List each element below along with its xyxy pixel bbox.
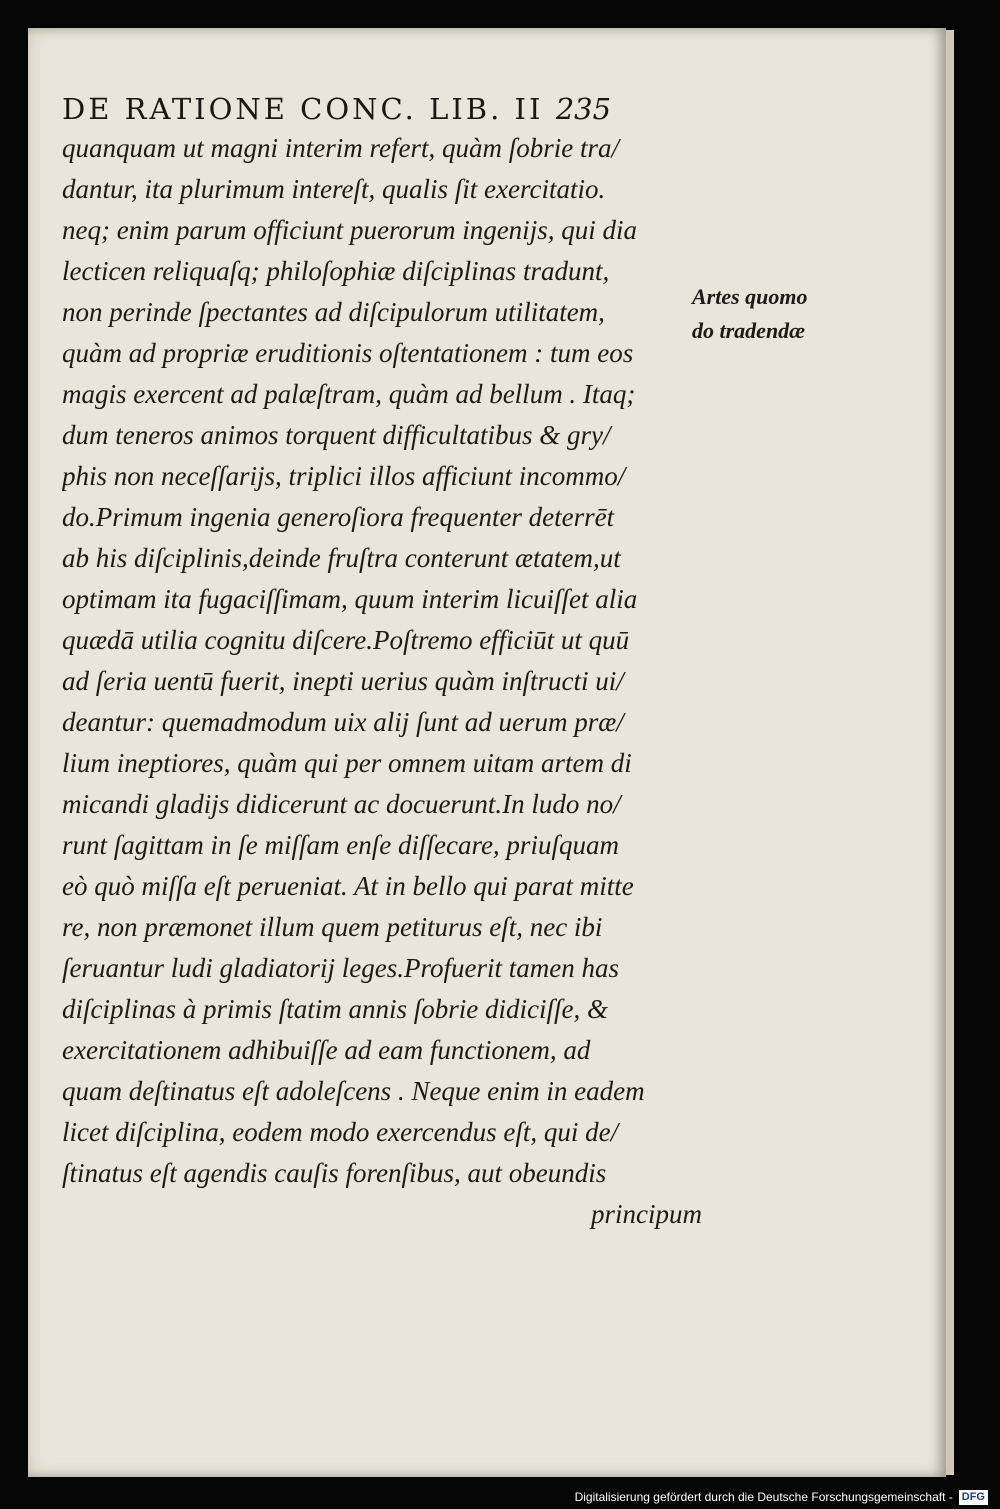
running-header: [62, 92, 722, 126]
main-text-block: [62, 128, 702, 1235]
text-line: ad ſeria uentū fuerit, inepti uerius quàm inſtructi ui/: [62, 666, 624, 696]
dfg-logo: DFG: [959, 1490, 988, 1505]
text-line: phis non neceſſarijs, triplici illos afficiunt incommo/: [62, 461, 626, 491]
running-title: DE RATIONE CONC. LIB. II: [62, 92, 544, 126]
text-line: micandi gladijs didicerunt ac docuerunt.In ludo no/: [62, 789, 621, 819]
text-line: lecticen reliquaſq; philoſophiæ diſciplinas tradunt,: [62, 256, 610, 286]
text-line: neq; enim parum officiunt puerorum ingenijs, qui dia: [62, 215, 637, 245]
text-line: quàm ad propriæ eruditionis oſtentationem : tum eos: [62, 338, 634, 368]
digitization-footer: [575, 1487, 988, 1507]
text-line: do.Primum ingenia generoſiora frequenter deterrēt: [62, 502, 615, 532]
text-line: magis exercent ad palæſtram, quàm ad bellum . Itaq;: [62, 379, 636, 409]
text-line: licet diſciplina, eodem modo exercendus eſt, qui de/: [62, 1117, 619, 1147]
text-line: exercitationem adhibuiſſe ad eam functionem, ad: [62, 1035, 591, 1065]
text-line: ſtinatus eſt agendis cauſis forenſibus, aut obeundis: [62, 1158, 607, 1188]
text-line: re, non præmonet illum quem petiturus eſt, nec ibi: [62, 912, 603, 942]
text-line: optimam ita fugaciſſimam, quum interim licuiſſet alia: [62, 584, 638, 614]
footer-credit: Digitalisierung gefördert durch die Deutsche Forschungsgemeinschaft -: [574, 1490, 953, 1504]
text-line: ab his diſciplinis,deinde fruſtra conterunt ætatem,ut: [62, 543, 621, 573]
text-line: quanquam ut magni interim refert, quàm ſobrie tra/: [62, 133, 619, 163]
text-line: ſeruantur ludi gladiatorij leges.Profuerit tamen has: [62, 953, 619, 983]
text-line: dum teneros animos torquent difficultatibus & gry/: [62, 420, 611, 450]
text-line: lium ineptiores, quàm qui per omnem uitam artem di: [62, 748, 632, 778]
text-line: deantur: quemadmodum uix alij ſunt ad uerum præ/: [62, 707, 624, 737]
text-line: diſciplinas à primis ſtatim annis ſobrie didiciſſe, &: [62, 994, 608, 1024]
text-line: dantur, ita plurimum intereſt, qualis ſit exercitatio.: [62, 174, 606, 204]
text-line: quam deſtinatus eſt adoleſcens . Neque enim in eadem: [62, 1076, 645, 1106]
text-line: non perinde ſpectantes ad diſcipulorum utilitatem,: [62, 297, 605, 327]
margin-note-line: do tradendæ: [692, 318, 806, 343]
page-number: 235: [555, 92, 612, 126]
margin-note-line: Artes quomo: [692, 284, 808, 309]
page-edge: [946, 30, 954, 1475]
text-line: eò quò miſſa eſt perueniat. At in bello qui parat mitte: [62, 871, 634, 901]
text-line: quædā utilia cognitu diſcere.Poſtremo efficiūt ut quū: [62, 625, 630, 655]
catchword: principum: [591, 1199, 702, 1229]
margin-note: [692, 280, 852, 348]
text-line: runt ſagittam in ſe miſſam enſe diſſecare, priuſquam: [62, 830, 619, 860]
